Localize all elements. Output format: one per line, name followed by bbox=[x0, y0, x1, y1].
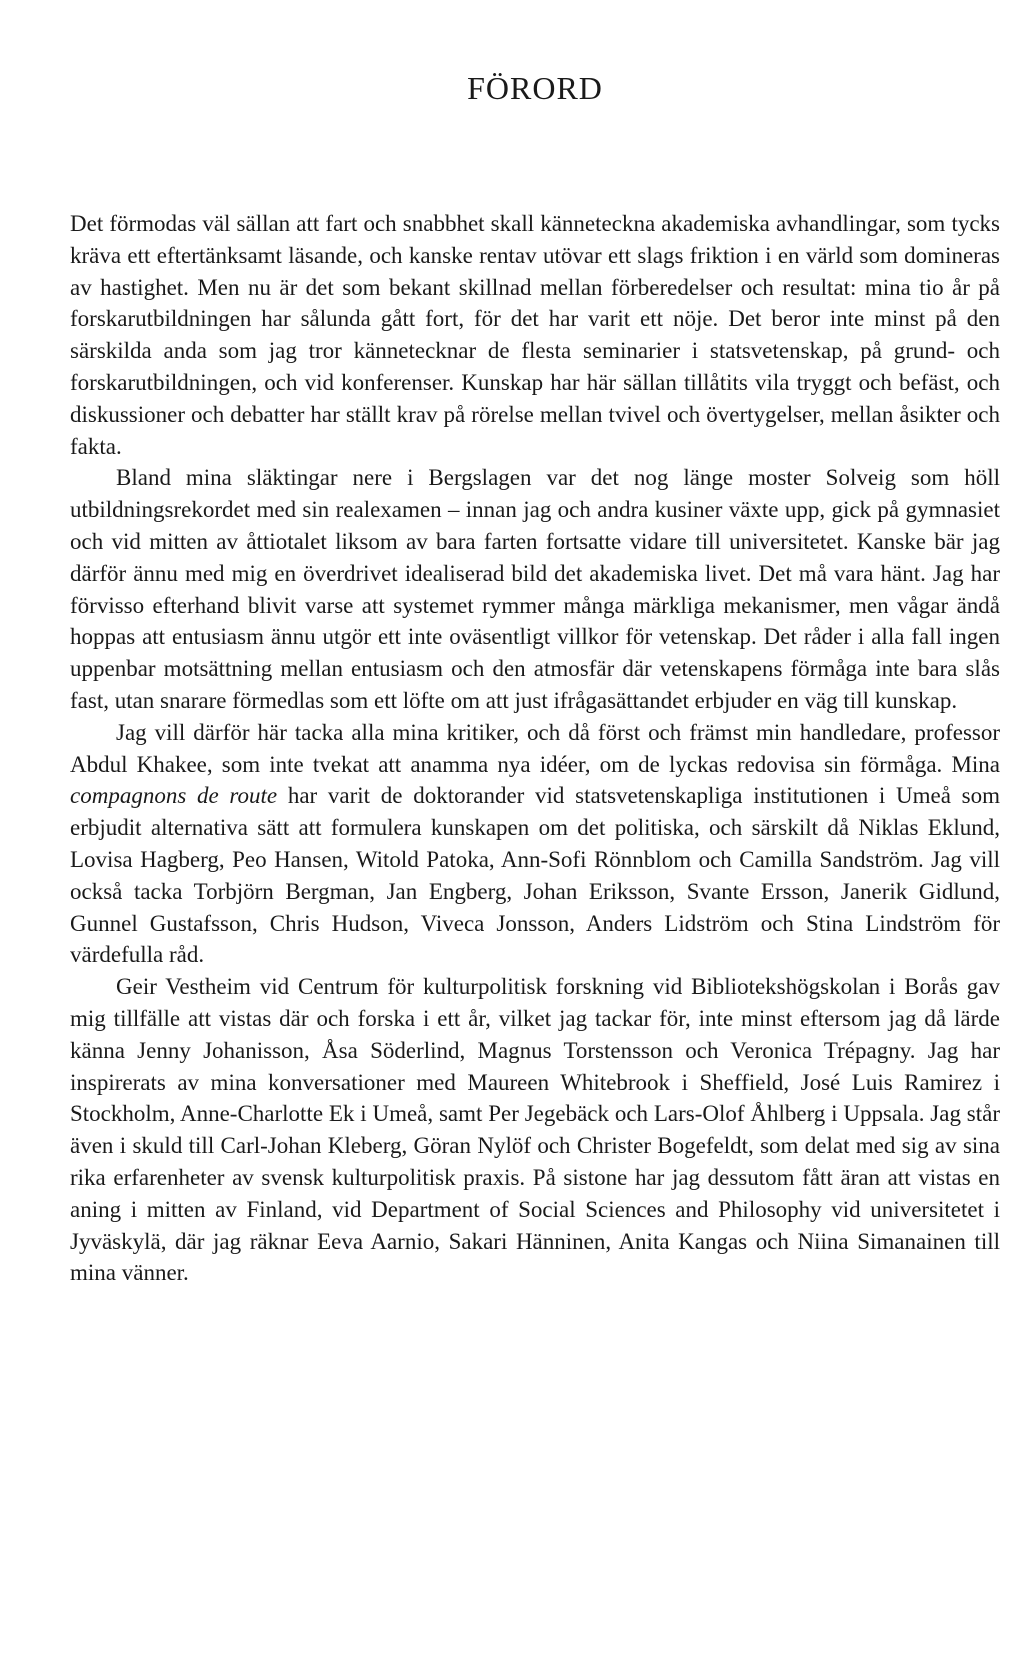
page-title: FÖRORD bbox=[467, 70, 603, 106]
document-page bbox=[70, 0, 1000, 1289]
paragraph-1-text: Det förmodas väl sällan att fart och snabbhet skall känneteckna akademiska avhandlingar, som tycks kräva ett eftertänksamt läsande, och kanske rentav utövar ett slags friktion i en värld som domineras av hastighet. Men nu är det som bekant skillnad mellan förberedelser och resultat: mina tio år på forskarutbildningen har sålunda gått fort, för det har varit ett nöje. Det beror inte minst på den särskilda anda som jag tror kännetecknar de flesta seminarier i statsvetenskap, på grund- och forskarutbildningen, och vid konferenser. Kunskap har här sällan tillåtits vila tryggt och befäst, och diskussioner och debatter har ställt krav på rörelse mellan tvivel och övertygelser, mellan åsikter och fakta. bbox=[70, 211, 1000, 459]
paragraph-3 bbox=[70, 717, 1000, 971]
paragraph-3-emphasis: compagnons de route bbox=[70, 783, 278, 809]
paragraph-3-text-before: Jag vill därför här tacka alla mina kritiker, och då först och främst min handledare, professor Abdul Khakee, som inte tvekat att anamma nya idéer, om de lyckas redovisa sin förmåga. Mina bbox=[70, 719, 1000, 777]
paragraph-1 bbox=[70, 208, 1000, 462]
paragraph-3-text-after: har varit de doktorander vid statsvetenskapliga institutionen i Umeå som erbjudit alternativa sätt att formulera kunskapen om det politiska, och särskilt då Niklas Eklund, Lovisa Hagberg, Peo Hansen, Witold Patoka, Ann-Sofi Rönnblom och Camilla Sandström. Jag vill också tacka Torbjörn Bergman, Jan Engberg, Johan Eriksson, Svante Ersson, Janerik Gidlund, Gunnel Gustafsson, Chris Hudson, Viveca Jonsson, Anders Lidström och Stina Lindström för värdefulla råd. bbox=[70, 783, 1000, 968]
body-text bbox=[70, 208, 1000, 1289]
paragraph-2 bbox=[70, 462, 1000, 716]
paragraph-4 bbox=[70, 971, 1000, 1289]
paragraph-4-text: Geir Vestheim vid Centrum för kulturpolitisk forskning vid Bibliotekshögskolan i Borås gav mig tillfälle att vistas där och forska i ett år, vilket jag tackar för, inte minst eftersom jag då lärde känna Jenny Johanisson, Åsa Söderlind, Magnus Torstensson och Veronica Trépagny. Jag har inspirerats av mina konversationer med Maureen Whitebrook i Sheffield, José Luis Ramirez i Stockholm, Anne-Charlotte Ek i Umeå, samt Per Jegebäck och Lars-Olof Åhlberg i Uppsala. Jag står även i skuld till Carl-Johan Kleberg, Göran Nylöf och Christer Bogefeldt, som delat med sig av sina rika erfarenheter av svensk kulturpolitisk praxis. På sistone har jag dessutom fått äran att vistas en aning i mitten av Finland, vid Department of Social Sciences and Philosophy vid universitetet i Jyväskylä, där jag räknar Eeva Aarnio, Sakari Hänninen, Anita Kangas och Niina Simanainen till mina vänner. bbox=[70, 974, 1000, 1286]
paragraph-2-text: Bland mina släktingar nere i Bergslagen var det nog länge moster Solveig som höll utbildningsrekordet med sin realexamen – innan jag och andra kusiner växte upp, gick på gymnasiet och vid mitten av åttiotalet liksom av bara farten fortsatte vidare till universitetet. Kanske bär jag därför ännu med mig en överdrivet idealiserad bild det akademiska livet. Det må vara hänt. Jag har förvisso efterhand blivit varse att systemet rymmer många märkliga mekanismer, men vågar ändå hoppas att entusiasm ännu utgör ett inte oväsentligt villkor för vetenskap. Det råder i alla fall ingen uppenbar motsättning mellan entusiasm och den atmosfär där vetenskapens förmåga inte bara slås fast, utan snarare förmedlas som ett löfte om att just ifrågasättandet erbjuder en väg till kunskap. bbox=[70, 465, 1000, 713]
